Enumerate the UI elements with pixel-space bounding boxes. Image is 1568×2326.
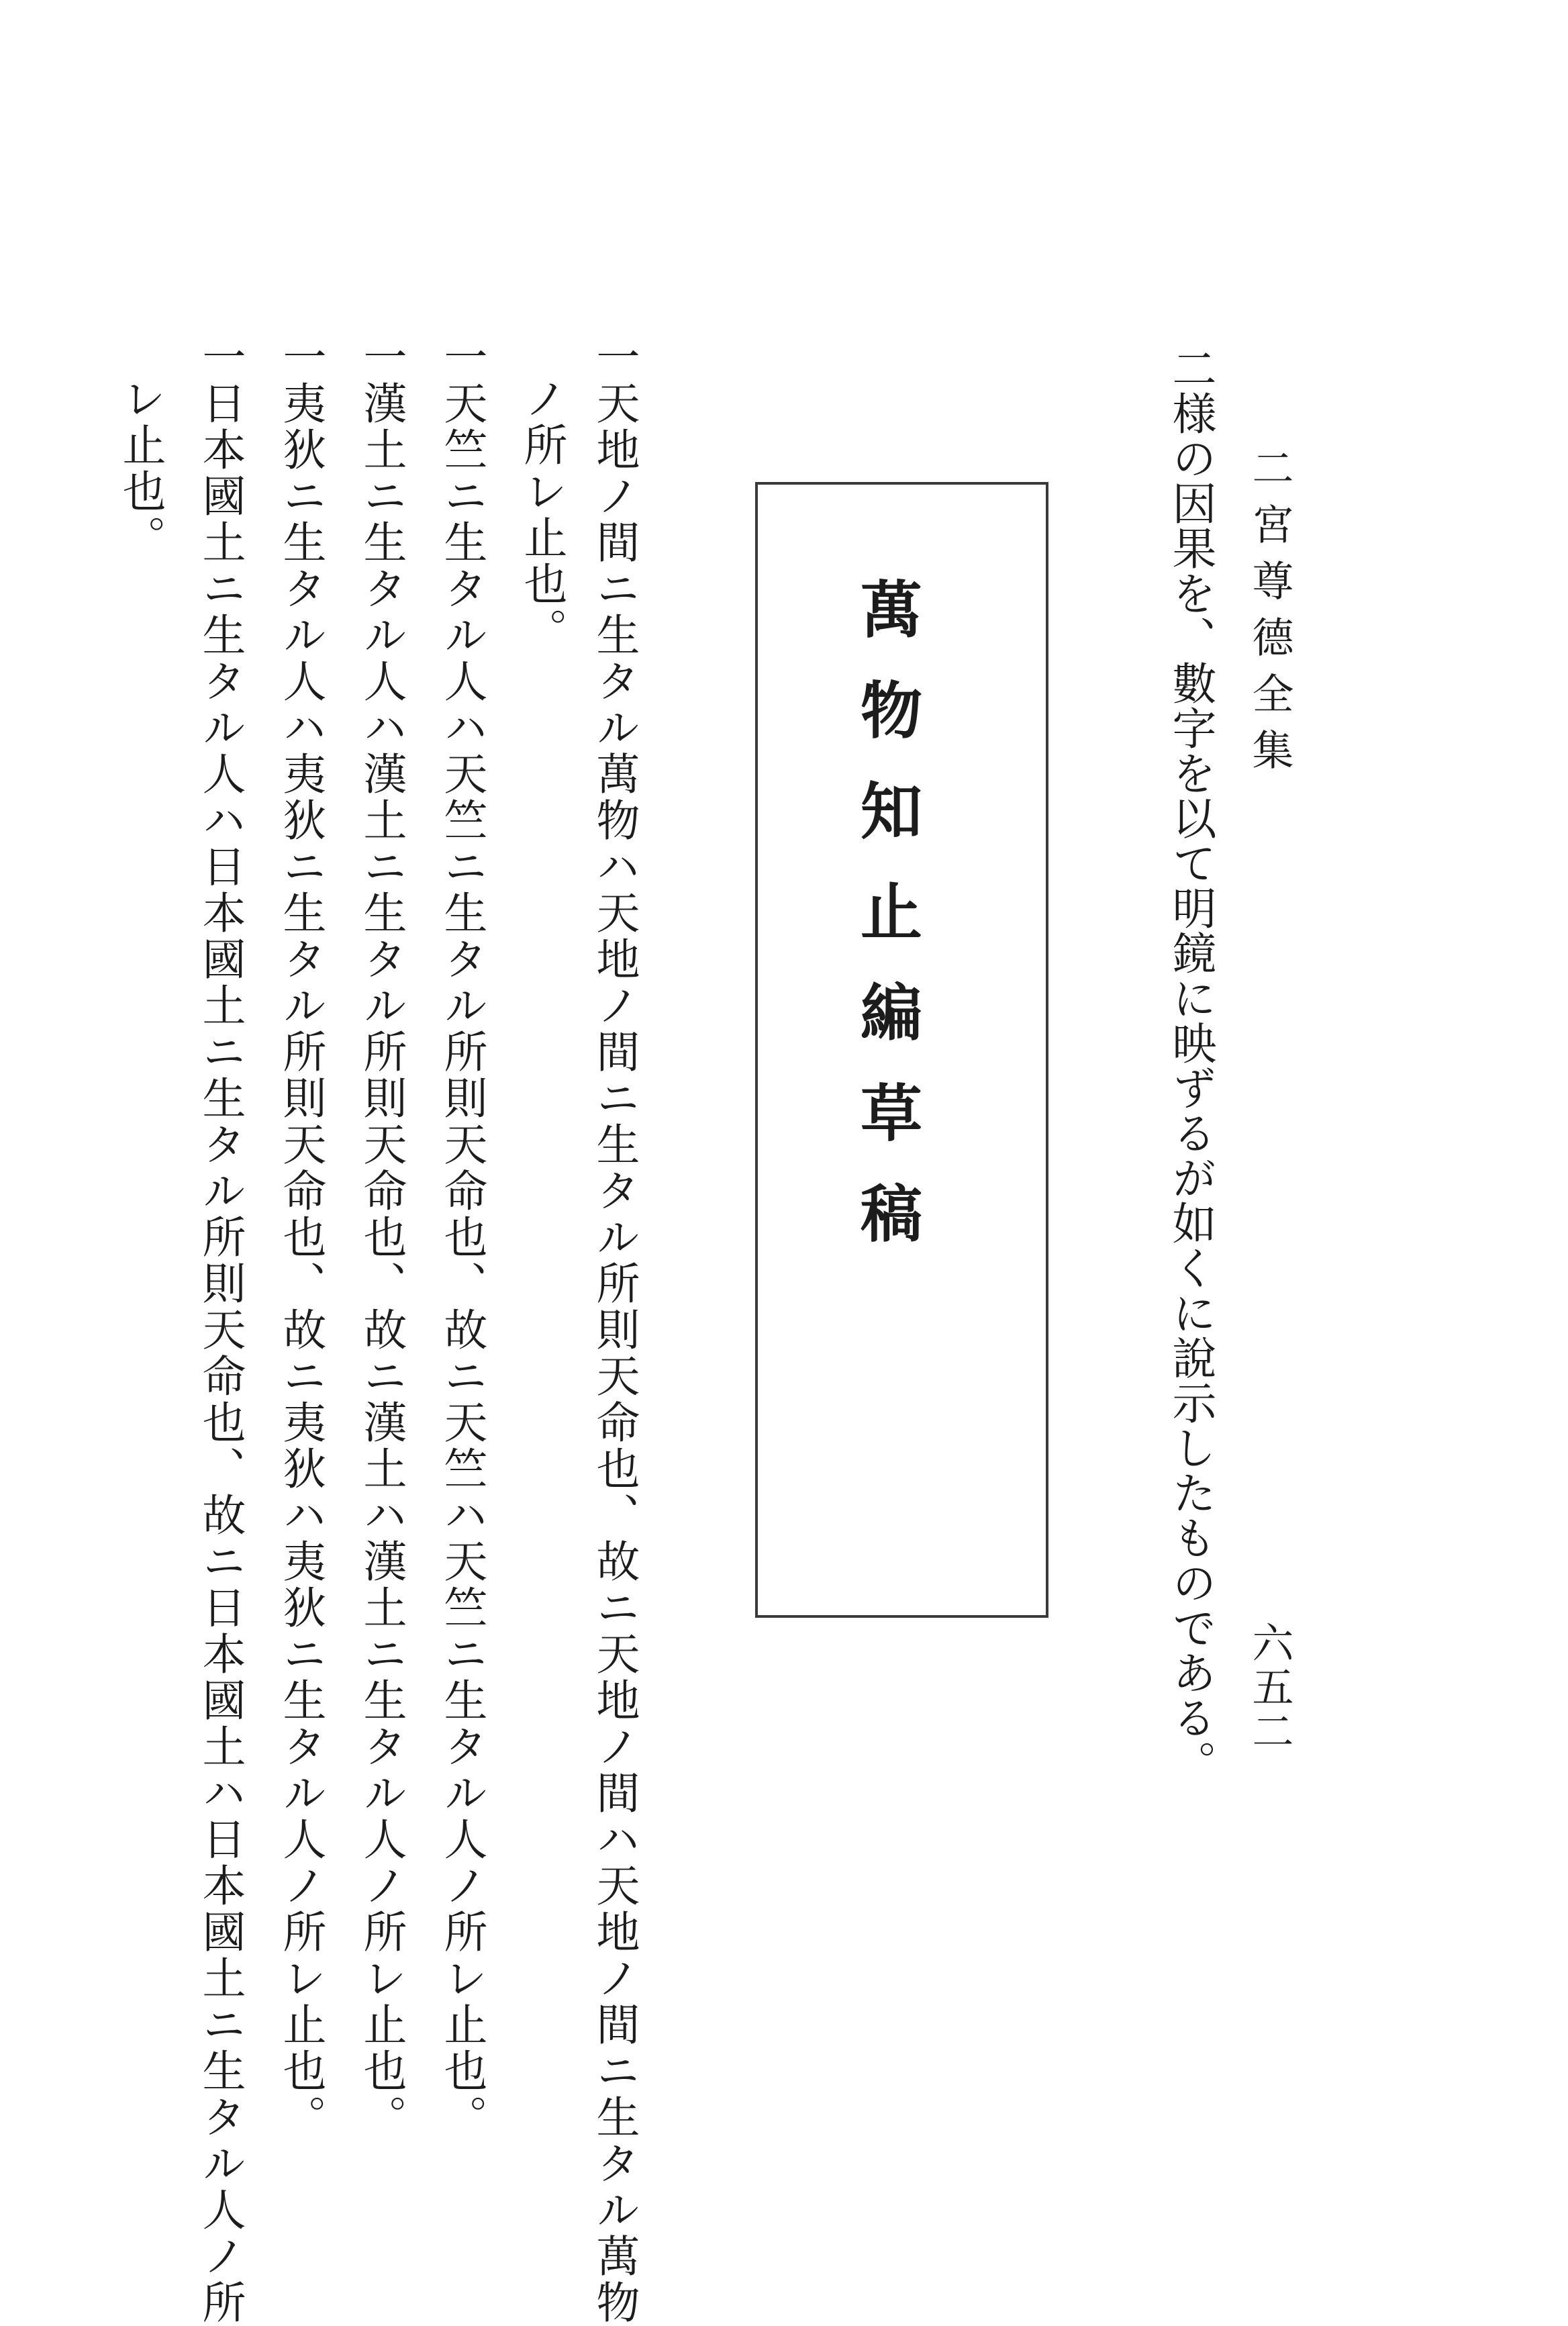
body-line: 一夷狄ニ生タル人ハ夷狄ニ生タル所則天命也、故ニ夷狄ハ夷狄ニ生タル人ノ所レ止也。 <box>275 334 326 2141</box>
body-line: 一天竺ニ生タル人ハ天竺ニ生タル所則天命也、故ニ天竺ハ天竺ニ生タル人ノ所レ止也。 <box>436 334 487 2141</box>
body-line: 一日本國土ニ生タル人ハ日本國土ニ生タル所則天命也、故ニ日本國土ハ日本國土ニ生タル人ノ所 <box>195 334 245 2326</box>
body-line: レ止也。 <box>115 376 165 561</box>
body-line: ノ所レ止也。 <box>516 376 567 654</box>
running-title: 二宮尊德全集 <box>1245 446 1294 785</box>
intro-line: 二様の因果を、數字を以て明鏡に映ずるが如くに說示したものである。 <box>1165 346 1216 1785</box>
body-line: 一漢土ニ生タル人ハ漢土ニ生タル所則天命也、故ニ漢土ハ漢土ニ生タル人ノ所レ止也。 <box>356 334 406 2141</box>
body-line: 一天地ノ間ニ生タル萬物ハ天地ノ間ニ生タル所則天命也、故ニ天地ノ間ハ天地ノ間ニ生タル萬物 <box>589 334 639 2326</box>
page-number: 六五二 <box>1245 1621 1294 1754</box>
section-heading: 萬物知止編草稿 <box>850 577 923 1282</box>
